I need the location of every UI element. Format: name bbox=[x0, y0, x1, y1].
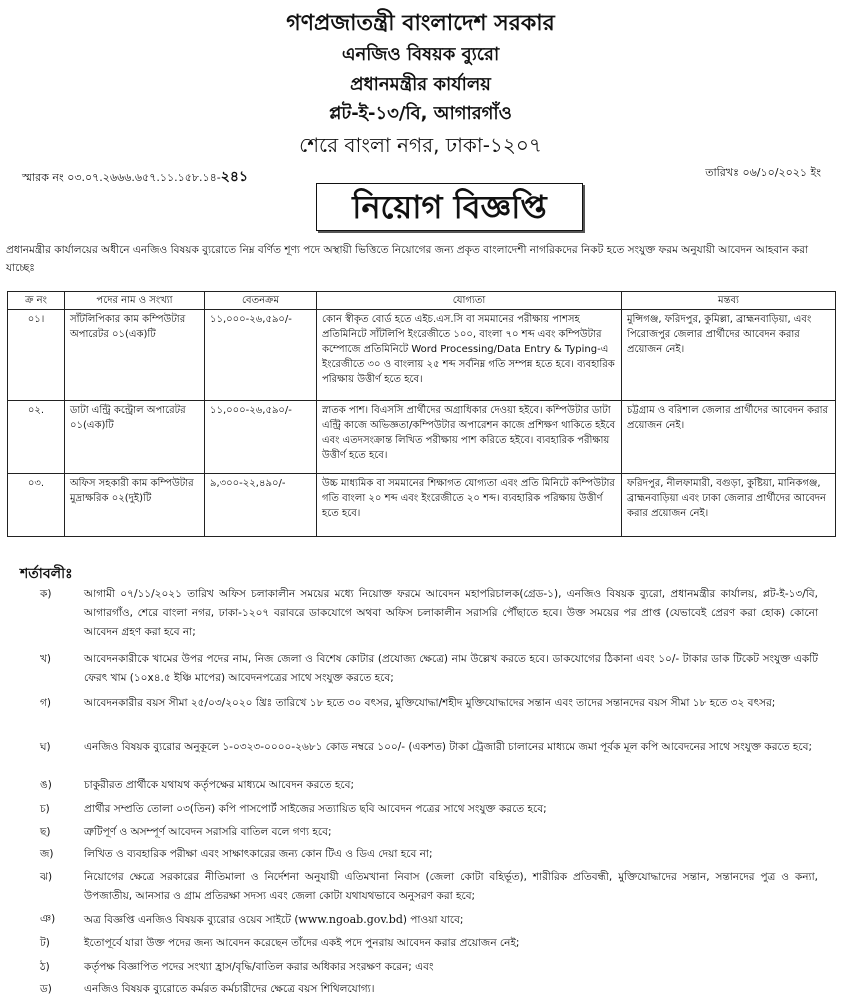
condition-label: ছ) bbox=[40, 826, 51, 838]
condition-text: ত্রুটিপূর্ণ ও অসম্পূর্ণ আবেদন সরাসরি বাতিল বলে গণ্য হবে; bbox=[84, 826, 332, 838]
intro-paragraph: প্রধানমন্ত্রীর কার্যালয়ের অধীনে এনজিও বিষয়ক ব্যুরোতে নিম্ন বর্ণিত শূণ্য পদে অস্থায়ী ভিত্তিতে নিয়োগের জন্য প্রকৃত বাংলাদেশী নাগরিকদের নিকট হতে সংযুক্ত ফরম অনুযায়ী আবেদন আহবান করা যাচ্ছেঃ bbox=[6, 244, 809, 274]
row-qualification: স্নাতক পাশ। বিএসসি প্রার্থীদের অগ্রাধিকার দেওয়া হইবে। কম্পিউটার ডাটা এন্ট্রি কাজে অভিজ্ঞতা/কম্পিউটার অপারেশন কাজে প্রশিক্ষণ থাকিতে হইবে এবং এতদসংক্রান্ত লিখিত পরীক্ষায় পাশ করিতে হইবে। ব্যবহারিক পরীক্ষায় উত্তীর্ণ হতে হবে। bbox=[317, 401, 622, 474]
table-row bbox=[8, 310, 836, 401]
condition-label: ঘ) bbox=[40, 741, 51, 753]
memo-number bbox=[22, 165, 248, 189]
row-serial: ০৩. bbox=[8, 474, 65, 537]
govt-name: গণপ্রজাতন্ত্রী বাংলাদেশ সরকার bbox=[286, 11, 555, 36]
condition-text: আগামী ০৭/১১/২০২১ তারিখ অফিস চলাকালীন সময়ের মধ্যে নিয়োক্ত ফরমে আবেদন মহাপরিচালক(গ্রেড-১), এনজিও বিষয়ক ব্যুরো, প্রধানমন্ত্রীর কার্যালয়, প্লট-ই-১৩/বি, আগারগাঁও, শেরে বাংলা নগর, ঢাকা-১২০৭ বরাবরে ডাকযোগে অথবা অফিস চলাকালীন সরাসরি পৌঁছাতে হবে। উক্ত সময়ের পর প্রাপ্ত (যেভাবেই প্রেরণ করা হোক) কোনো আবেদন গ্রহণ করা হবে না; bbox=[84, 588, 818, 638]
table-header-row bbox=[8, 292, 836, 310]
row-qualification: উচ্চ মাধ্যমিক বা সমমানের শিক্ষাগত যোগ্যতা এবং প্রতি মিনিটে কম্পিউটার গতি বাংলা ২০ শব্দ এবং ইংরেজীতে ২০ শব্দ। ব্যবহারিক পরিক্ষায় উত্তীর্ণ হতে হবে। bbox=[317, 474, 622, 537]
row-qualification: কোন স্বীকৃত বোর্ড হতে এইচ.এস.সি বা সমমানের পরীক্ষায় পাশসহ প্রতিমিনিটে সাঁটলিপি ইংরেজীতে ১০০, বাংলা ৭০ শব্দ এবং কম্পিউটার কম্পোজে প্রতিমিনিটে Word Processing/Data Entry & Typing-এ ইংরেজীতে ৩০ ও বাংলায় ২৫ শব্দ সর্বনিম্ন গতি সম্পন্ন হতে হবে। ব্যবহারিক পরিক্ষায় উত্তীর্ণ হতে হবে। bbox=[317, 310, 622, 401]
condition-text: আবেদনকারীর বয়স সীমা ২৫/০৩/২০২০ খ্রিঃ তারিখে ১৮ হতে ৩০ বৎসর, মুক্তিযোদ্ধা/শহীদ মুক্তিযোদ্ধাদের সন্তান এবং তাদের সন্তানদের বয়স সীমা ১৮ হতে ৩২ বৎসর; bbox=[84, 697, 776, 709]
condition-label: ঠ) bbox=[40, 961, 50, 973]
condition-text: চাকুরীরত প্রার্থীকে যথাযথ কর্তৃপক্ষের মাধ্যমে আবেদন করতে হবে; bbox=[84, 779, 354, 791]
condition-text: আবেদনকারীকে খামের উপর পদের নাম, নিজ জেলা ও বিশেষ কোটার (প্রযোজ্য ক্ষেত্রে) নাম উল্লেখ করতে হবে। ডাকযোগের ঠিকানা এবং ১০/- টাকার ডাক টিকেট সংযুক্ত একটি ফেরৎ খাম (১০x৪.৫ ইঞ্চি মাপের) আবেদনপত্রের সাথে সংযুক্ত করতে হবে; bbox=[84, 653, 818, 684]
table-row bbox=[8, 474, 836, 537]
row-post: সাঁটলিপিকার কাম কম্পিউটার অপারেটর ০১(এক)টি bbox=[65, 310, 205, 401]
condition-label: গ) bbox=[40, 697, 51, 709]
address-line-2: শেরে বাংলা নগর, ঢাকা-১২০৭ bbox=[299, 133, 542, 157]
condition-label: ট) bbox=[40, 937, 50, 949]
condition-label: ড) bbox=[40, 983, 52, 995]
notice-date: তারিখঃ ০৬/১০/২০২১ ইং bbox=[705, 166, 821, 179]
row-serial: ০১। bbox=[8, 310, 65, 401]
condition-text: এনজিও বিষয়ক ব্যুরোতে কর্মরত কর্মচারীদের ক্ষেত্রে বয়স শিথিলযোগ্য। bbox=[84, 983, 375, 995]
condition-text: লিখিত ও ব্যবহারিক পরীক্ষা এবং সাক্ষাৎকারের জন্য কোন টিএ ও ডিএ দেয়া হবে না; bbox=[84, 848, 433, 860]
office-name: প্রধানমন্ত্রীর কার্যালয় bbox=[350, 74, 491, 95]
row-scale: ১১,০০০-২৬,৫৯০/- bbox=[205, 310, 317, 401]
row-scale: ৯,৩০০-২২,৪৯০/- bbox=[205, 474, 317, 537]
condition-text bbox=[84, 910, 818, 930]
table-row bbox=[8, 401, 836, 474]
condition-label: জ) bbox=[40, 848, 54, 860]
col-header-post: পদের নাম ও সংখ্যা bbox=[65, 292, 205, 310]
col-header-remark: মন্তব্য bbox=[622, 292, 836, 310]
condition-label: ক) bbox=[40, 588, 52, 600]
col-header-qualification: যোগ্যতা bbox=[317, 292, 622, 310]
row-post: ডাটা এন্ট্রি কন্ট্রোল অপারেটর ০১(এক)টি bbox=[65, 401, 205, 474]
condition-label: ঙ) bbox=[40, 779, 52, 791]
col-header-serial: ক্র নং bbox=[8, 292, 65, 310]
condition-text: এনজিও বিষয়ক ব্যুরোর অনুকূলে ১-০৩২৩-০০০০-২৬৮১ কোড নম্বরে ১০০/- (একশত) টাকা ট্রেজারী চালানের মাধ্যমে জমা পূর্বক মূল কপি আবেদনের সাথে সংযুক্ত করতে হবে; bbox=[84, 741, 813, 753]
row-post: অফিস সহকারী কাম কম্পিউটার মুদ্রাক্ষরিক ০২(দুই)টি bbox=[65, 474, 205, 537]
notice-title: নিয়োগ বিজ্ঞপ্তি bbox=[316, 183, 583, 231]
row-serial: ০২. bbox=[8, 401, 65, 474]
condition-label: খ) bbox=[40, 653, 51, 665]
address-line-1: প্লট-ই-১৩/বি, আগারগাঁও bbox=[329, 103, 512, 124]
condition-label: ঞ) bbox=[40, 913, 56, 925]
col-header-scale: বেতনক্রম bbox=[205, 292, 317, 310]
memo-prefix: স্মারক নং ০৩.০৭.২৬৬৬.৬৫৭.১১.১৫৮.১৪- bbox=[22, 171, 221, 184]
row-scale: ১১,০০০-২৬,৫৯০/- bbox=[205, 401, 317, 474]
condition-text: নিয়োগের ক্ষেত্রে সরকারের নীতিমালা ও নির্দেশনা অনুযায়ী এতিমখানা নিবাস (জেলা কোটা বহির্ভূত), শারীরিক প্রতিবন্ধী, মুক্তিযোদ্ধাদের সন্তান, সন্তানদের পুত্র ও কন্যা, উপজাতীয়, আনসার ও গ্রাম প্রতিরক্ষা সদস্য এবং জেলা কোটা যথাযথভাবে অনুসরণ করা হবে; bbox=[84, 871, 818, 902]
row-remark: ফরিদপুর, নীলফামারী, বগুড়া, কুষ্টিয়া, মানিকগঞ্জ, ব্রাহ্মনবাড়িয়া এবং ঢাকা জেলার প্রার্থীদের আবেদন করার প্রয়োজন নেই। bbox=[622, 474, 836, 537]
bureau-name: এনজিও বিষয়ক ব্যুরো bbox=[341, 44, 500, 65]
row-remark: মুন্সিগঞ্জ, ফরিদপুর, কুমিল্লা, ব্রাহ্মনবাড়িয়া, এবং পিরোজপুর জেলার প্রার্থীদের আবেদন করার প্রয়োজন নেই। bbox=[622, 310, 836, 401]
website-text-after: ) পাওয়া যাবে; bbox=[402, 914, 464, 926]
website-link[interactable]: www.ngoab.gov.bd bbox=[298, 913, 403, 926]
condition-label: চ) bbox=[40, 803, 50, 815]
condition-text: ইতোপূর্বে যারা উক্ত পদের জন্য আবেদন করেছেন তাঁদের একই পদে পুনরায় আবেদন করার প্রয়োজন নেই; bbox=[84, 937, 520, 949]
condition-text: কর্তৃপক্ষ বিজ্ঞাপিত পদের সংখ্যা হ্রাস/বৃদ্ধি/বাতিল করার অধিকার সংরক্ষণ করেন; এবং bbox=[84, 961, 434, 973]
condition-text: প্রার্থীর সম্প্রতি তোলা ০৩(তিন) কপি পাসপোর্ট সাইজের সত্যায়িত ছবি আবেদন পত্রের সাথে সংযুক্ত করতে হবে; bbox=[84, 803, 547, 815]
conditions-heading: শর্তাবলীঃ bbox=[20, 566, 73, 582]
website-text-before: অত্র বিজ্ঞপ্তি এনজিও বিষয়ক ব্যুরোর ওয়েব সাইটে ( bbox=[84, 914, 299, 926]
posts-table bbox=[7, 291, 836, 537]
condition-label: ঝ) bbox=[40, 871, 53, 883]
memo-serial: ২৪১ bbox=[220, 169, 249, 185]
row-remark: চট্টগ্রাম ও বরিশাল জেলার প্রার্থীদের আবেদন করার প্রয়োজন নেই। bbox=[622, 401, 836, 474]
